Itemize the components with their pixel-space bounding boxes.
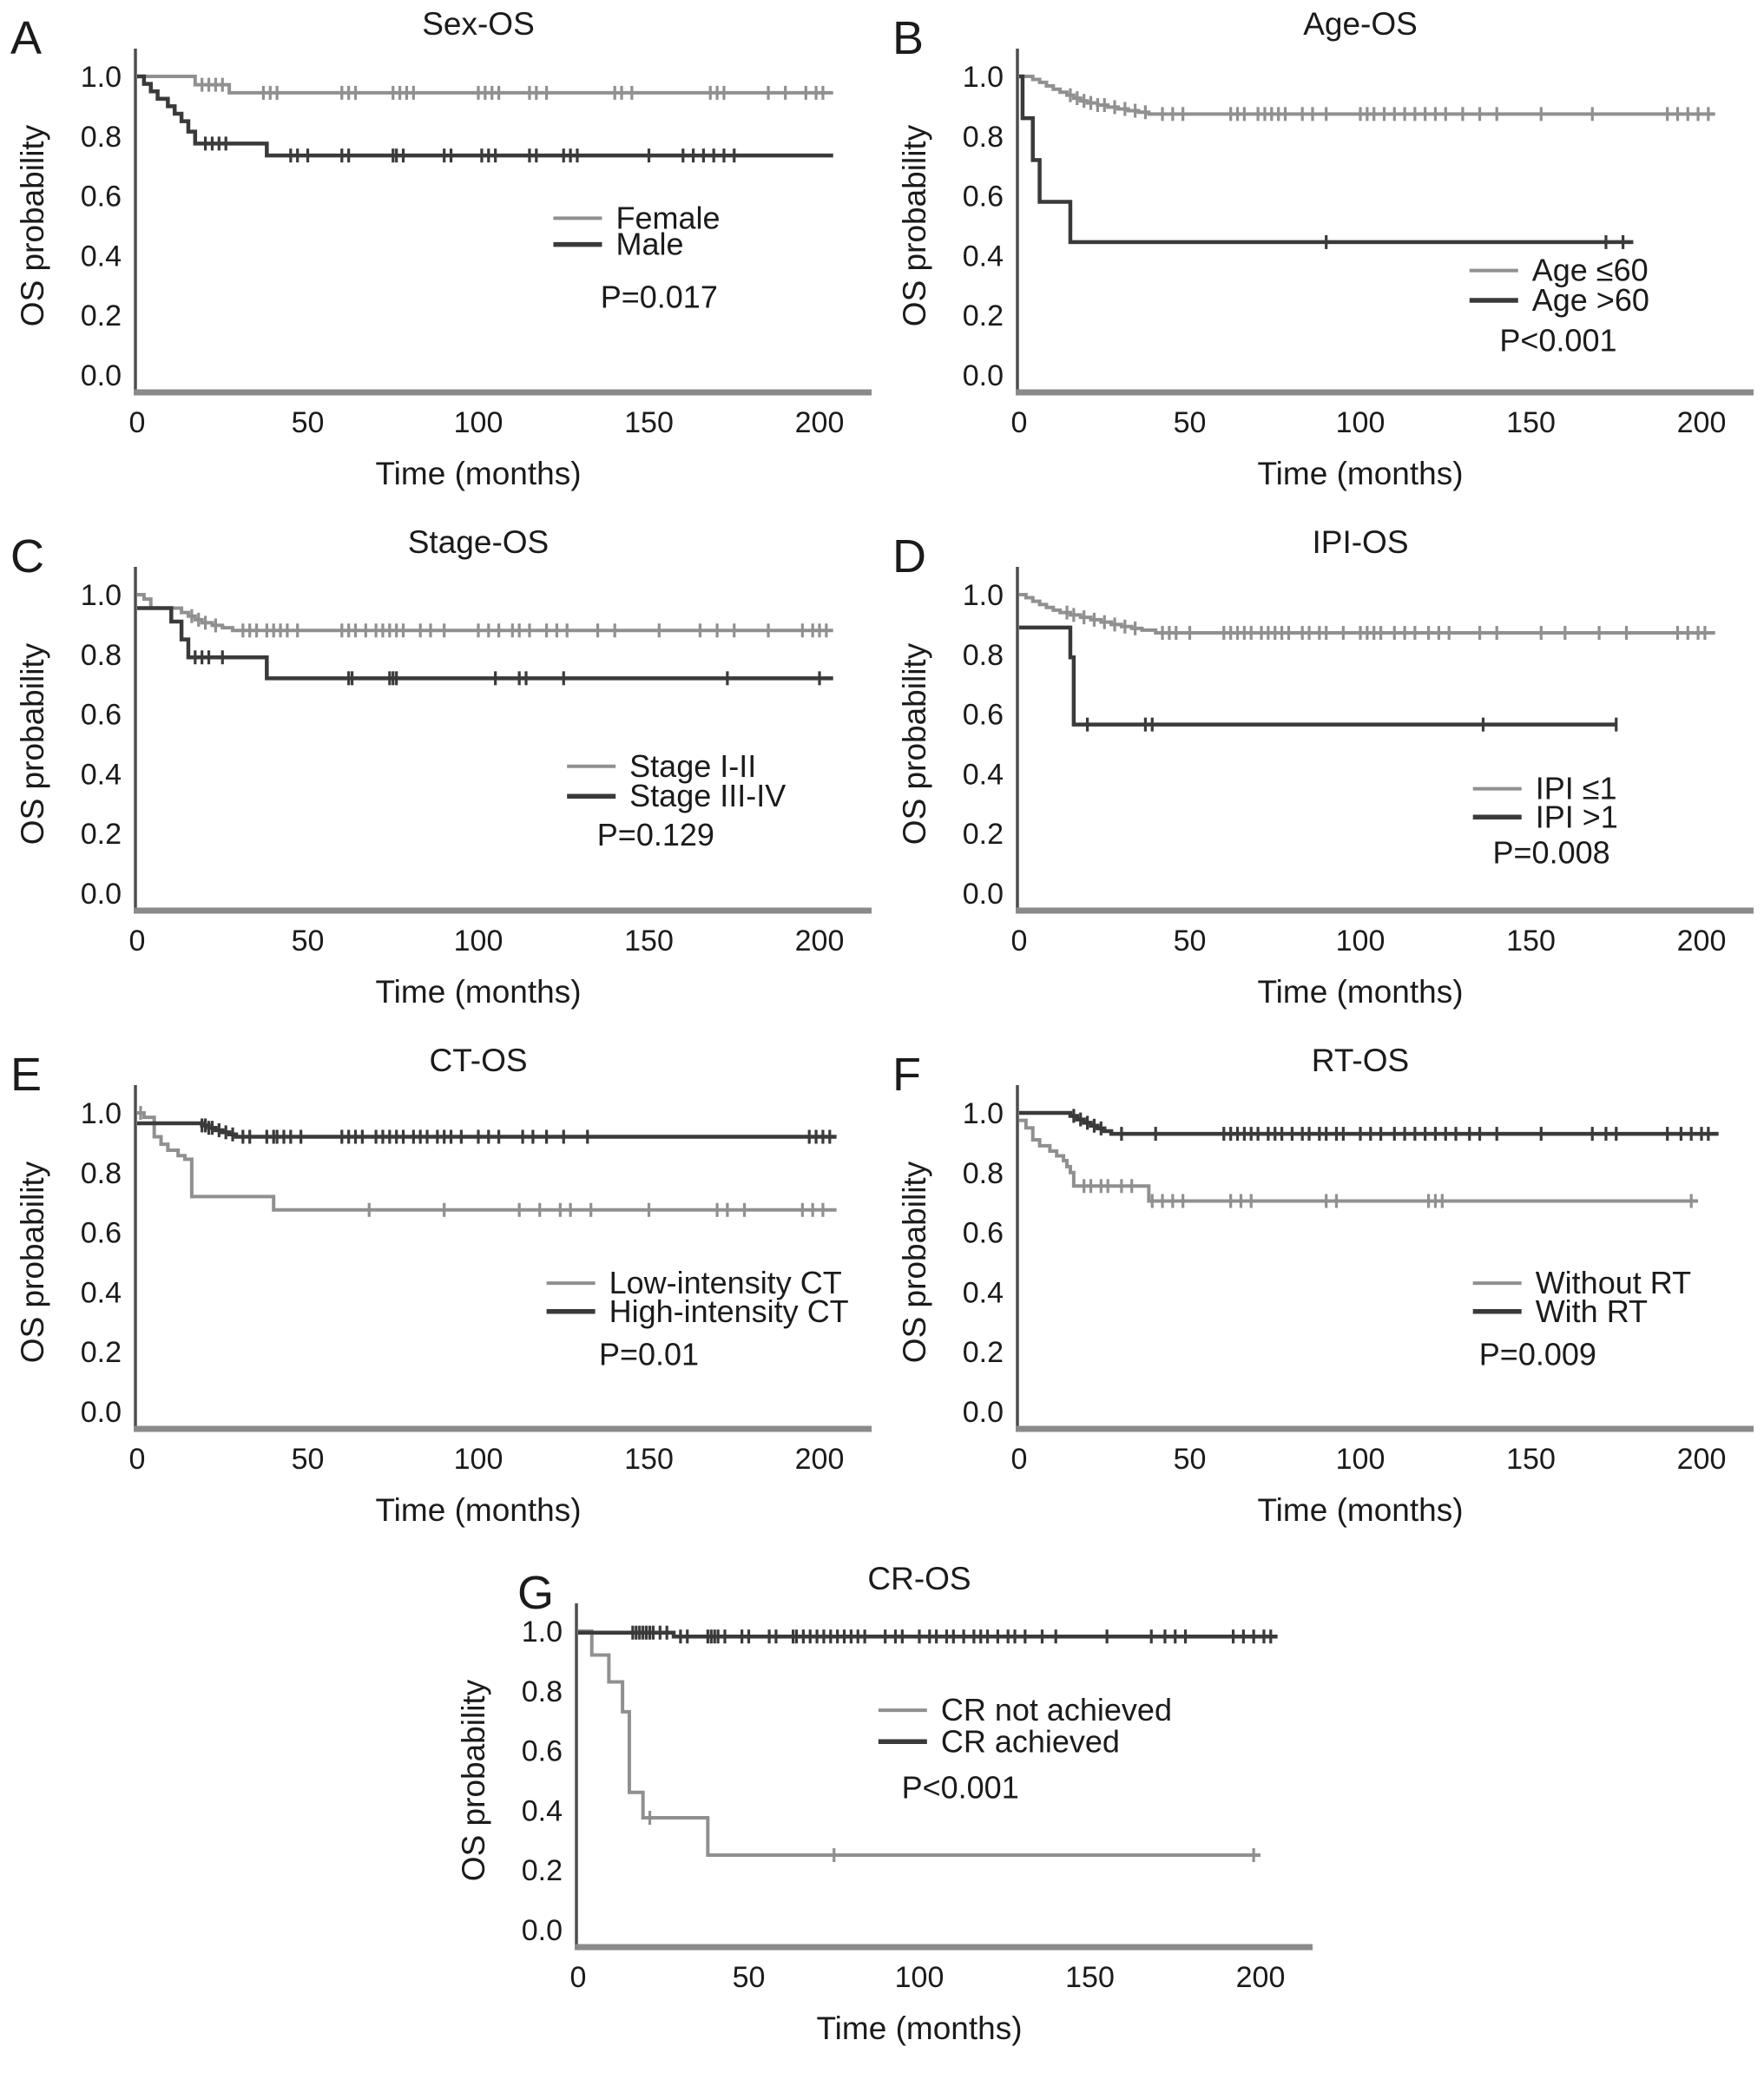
censor-marks-high-intensity-ct (202, 1118, 830, 1143)
panel-letter: E (10, 1049, 43, 1101)
y-tick-label: 0.4 (962, 240, 1004, 273)
panel-g-chart (441, 1555, 1323, 2073)
legend-label-with-rt: With RT (1535, 1293, 1649, 1329)
legend-label-stage-iii-iv: Stage III-IV (629, 778, 787, 814)
legend-label-high-intensity-ct: High-intensity CT (609, 1293, 849, 1329)
x-tick-label: 150 (624, 406, 674, 439)
chart-title: CT-OS (429, 1043, 528, 1078)
x-tick-label: 50 (1173, 406, 1207, 439)
censor-marks-female (202, 78, 823, 100)
x-tick-label: 0 (128, 925, 146, 958)
y-tick-label: 0.0 (962, 359, 1004, 392)
panel-e-chart (0, 1036, 882, 1555)
y-tick-label: 0.8 (80, 638, 122, 672)
legend-label-cr-achieved: CR achieved (940, 1723, 1120, 1760)
y-tick-label: 0.6 (80, 180, 122, 214)
panel-c-chart (0, 518, 882, 1036)
y-tick-label: 0.4 (521, 1794, 563, 1828)
figure-row-2 (0, 518, 1764, 1036)
y-tick-label: 0.8 (80, 120, 122, 154)
x-axis-title: Time (months) (816, 2010, 1023, 2046)
legend-label-cr-not-achieved: CR not achieved (940, 1692, 1172, 1728)
y-tick-label: 1.0 (962, 61, 1004, 94)
x-tick-label: 150 (1065, 1961, 1115, 1994)
legend-label-female: Female (615, 200, 721, 236)
panel-d (882, 518, 1764, 1036)
y-tick-label: 0.0 (80, 1396, 122, 1429)
x-axis-title: Time (months) (375, 974, 582, 1010)
y-tick-label: 0.4 (962, 1276, 1004, 1310)
x-tick-label: 200 (1676, 406, 1727, 439)
x-tick-label: 100 (894, 1961, 945, 1994)
x-tick-label: 150 (1506, 406, 1556, 439)
y-tick-label: 1.0 (962, 1097, 1004, 1130)
y-axis-title: OS probability (897, 1161, 932, 1364)
y-axis-title: OS probability (456, 1679, 491, 1882)
y-tick-label: 0.8 (962, 120, 1004, 154)
y-tick-label: 1.0 (962, 579, 1004, 612)
panel-letter: D (892, 530, 926, 582)
x-tick-label: 200 (794, 925, 845, 958)
x-tick-label: 50 (1173, 1443, 1207, 1476)
y-tick-label: 0.2 (80, 299, 122, 333)
legend-label-ipi-1: IPI >1 (1535, 799, 1618, 835)
x-axis-title: Time (months) (1257, 456, 1464, 491)
figure-row-1 (0, 0, 1764, 518)
x-tick-label: 50 (291, 406, 325, 439)
series-line-low-intensity-ct (137, 1113, 837, 1210)
x-tick-label: 100 (1335, 406, 1386, 439)
censor-marks-low-intensity-ct (141, 1106, 823, 1217)
y-tick-label: 1.0 (80, 61, 122, 94)
panel-f-chart (882, 1036, 1764, 1555)
panel-letter: G (517, 1567, 555, 1619)
chart-title: CR-OS (867, 1561, 971, 1596)
legend-label-low-intensity-ct: Low-intensity CT (609, 1265, 842, 1301)
panel-c (0, 518, 882, 1036)
y-tick-label: 0.2 (962, 299, 1004, 333)
x-axis-title: Time (months) (375, 456, 582, 491)
y-axis-title: OS probability (897, 124, 932, 327)
y-tick-label: 0.4 (962, 758, 1004, 792)
chart-title: Stage-OS (407, 524, 550, 560)
p-value-label: P=0.009 (1478, 1336, 1596, 1372)
y-tick-label: 0.2 (80, 1336, 122, 1370)
y-tick-label: 0.4 (80, 758, 122, 792)
x-tick-label: 150 (1506, 925, 1556, 958)
series-line-with-rt (1019, 1113, 1719, 1134)
y-tick-label: 0.6 (962, 698, 1004, 732)
y-axis-title: OS probability (15, 642, 50, 846)
p-value-label: P<0.001 (901, 1769, 1019, 1806)
x-tick-label: 50 (291, 1443, 325, 1476)
y-tick-label: 0.2 (962, 1336, 1004, 1370)
y-tick-label: 0.4 (80, 1276, 122, 1310)
legend-label-age-60: Age >60 (1531, 282, 1649, 318)
panel-b-chart (882, 0, 1764, 518)
y-axis-title: OS probability (15, 124, 50, 327)
panel-e (0, 1036, 882, 1555)
panel-letter: C (10, 530, 44, 582)
p-value-label: P=0.008 (1492, 834, 1610, 871)
x-tick-label: 0 (1010, 406, 1028, 439)
panel-a (0, 0, 882, 518)
x-tick-label: 100 (453, 406, 504, 439)
chart-title: Age-OS (1303, 6, 1418, 42)
p-value-label: P=0.129 (596, 816, 714, 852)
p-value-label: P<0.001 (1499, 322, 1617, 359)
censor-marks-ipi-1 (1067, 606, 1705, 640)
censor-marks-without-rt (1084, 1179, 1692, 1208)
legend-label-age-60: Age ≤60 (1531, 252, 1649, 288)
series-line-cr-achieved (578, 1633, 1278, 1636)
legend-label-stage-i-ii: Stage I-II (629, 747, 757, 784)
y-axis-title: OS probability (897, 642, 932, 846)
y-tick-label: 0.6 (80, 1216, 122, 1250)
censor-marks-age-60 (1070, 89, 1708, 122)
x-tick-label: 100 (1335, 925, 1386, 958)
panel-letter: B (892, 12, 925, 64)
x-tick-label: 150 (1506, 1443, 1556, 1476)
x-tick-label: 200 (1676, 925, 1727, 958)
x-tick-label: 0 (569, 1961, 587, 1994)
x-tick-label: 100 (1335, 1443, 1386, 1476)
x-tick-label: 100 (453, 925, 504, 958)
panel-d-chart (882, 518, 1764, 1036)
x-tick-label: 0 (1010, 925, 1028, 958)
panel-letter: A (10, 12, 43, 64)
x-tick-label: 200 (1676, 1443, 1727, 1476)
censor-marks-with-rt (1074, 1109, 1708, 1141)
x-tick-label: 200 (794, 406, 845, 439)
y-tick-label: 0.0 (521, 1914, 563, 1947)
y-tick-label: 0.0 (80, 359, 122, 392)
x-tick-label: 150 (624, 1443, 674, 1476)
censor-marks-stage-i-ii (192, 609, 826, 638)
y-tick-label: 0.8 (80, 1156, 122, 1190)
x-tick-label: 0 (128, 406, 146, 439)
x-tick-label: 200 (1235, 1961, 1286, 1994)
y-tick-label: 0.2 (80, 818, 122, 852)
panel-g (441, 1555, 1323, 2073)
legend-label-ipi-1: IPI ≤1 (1535, 770, 1617, 806)
x-tick-label: 0 (1010, 1443, 1028, 1476)
chart-title: RT-OS (1311, 1043, 1410, 1078)
x-tick-label: 50 (1173, 925, 1207, 958)
y-tick-label: 0.6 (521, 1734, 563, 1768)
series-line-ipi-1 (1019, 628, 1616, 725)
x-tick-label: 150 (624, 925, 674, 958)
y-axis-title: OS probability (15, 1161, 50, 1364)
y-tick-label: 0.8 (962, 638, 1004, 672)
y-tick-label: 1.0 (521, 1616, 563, 1649)
y-tick-label: 0.6 (962, 1216, 1004, 1250)
x-axis-title: Time (months) (375, 1492, 582, 1528)
x-tick-label: 0 (128, 1443, 146, 1476)
figure-row-3 (0, 1036, 1764, 1555)
y-tick-label: 1.0 (80, 1097, 122, 1130)
y-tick-label: 0.8 (521, 1675, 563, 1708)
censor-marks-male (206, 136, 734, 162)
x-axis-title: Time (months) (1257, 1492, 1464, 1528)
y-tick-label: 0.8 (962, 1156, 1004, 1190)
x-tick-label: 50 (291, 925, 325, 958)
chart-title: IPI-OS (1312, 524, 1409, 560)
panel-letter: F (892, 1049, 921, 1101)
series-line-stage-iii-iv (137, 608, 833, 678)
x-axis-title: Time (months) (1257, 974, 1464, 1010)
x-tick-label: 50 (732, 1961, 766, 1994)
x-tick-label: 100 (453, 1443, 504, 1476)
panel-a-chart (0, 0, 882, 518)
y-tick-label: 0.2 (521, 1854, 563, 1888)
x-tick-label: 200 (794, 1443, 845, 1476)
chart-title: Sex-OS (422, 6, 535, 42)
y-tick-label: 0.0 (962, 878, 1004, 911)
y-tick-label: 0.0 (962, 1396, 1004, 1429)
y-tick-label: 0.6 (962, 180, 1004, 214)
legend-label-without-rt: Without RT (1535, 1265, 1692, 1301)
y-tick-label: 0.2 (962, 818, 1004, 852)
y-tick-label: 0.6 (80, 698, 122, 732)
y-tick-label: 1.0 (80, 579, 122, 612)
y-tick-label: 0.4 (80, 240, 122, 273)
p-value-label: P=0.01 (598, 1336, 700, 1372)
panel-b (882, 0, 1764, 518)
legend-label-male: Male (615, 226, 684, 262)
figure-row-4 (0, 1555, 1764, 2073)
panel-f (882, 1036, 1764, 1555)
p-value-label: P=0.017 (600, 279, 718, 315)
y-tick-label: 0.0 (80, 878, 122, 911)
series-line-age-60 (1019, 76, 1633, 242)
